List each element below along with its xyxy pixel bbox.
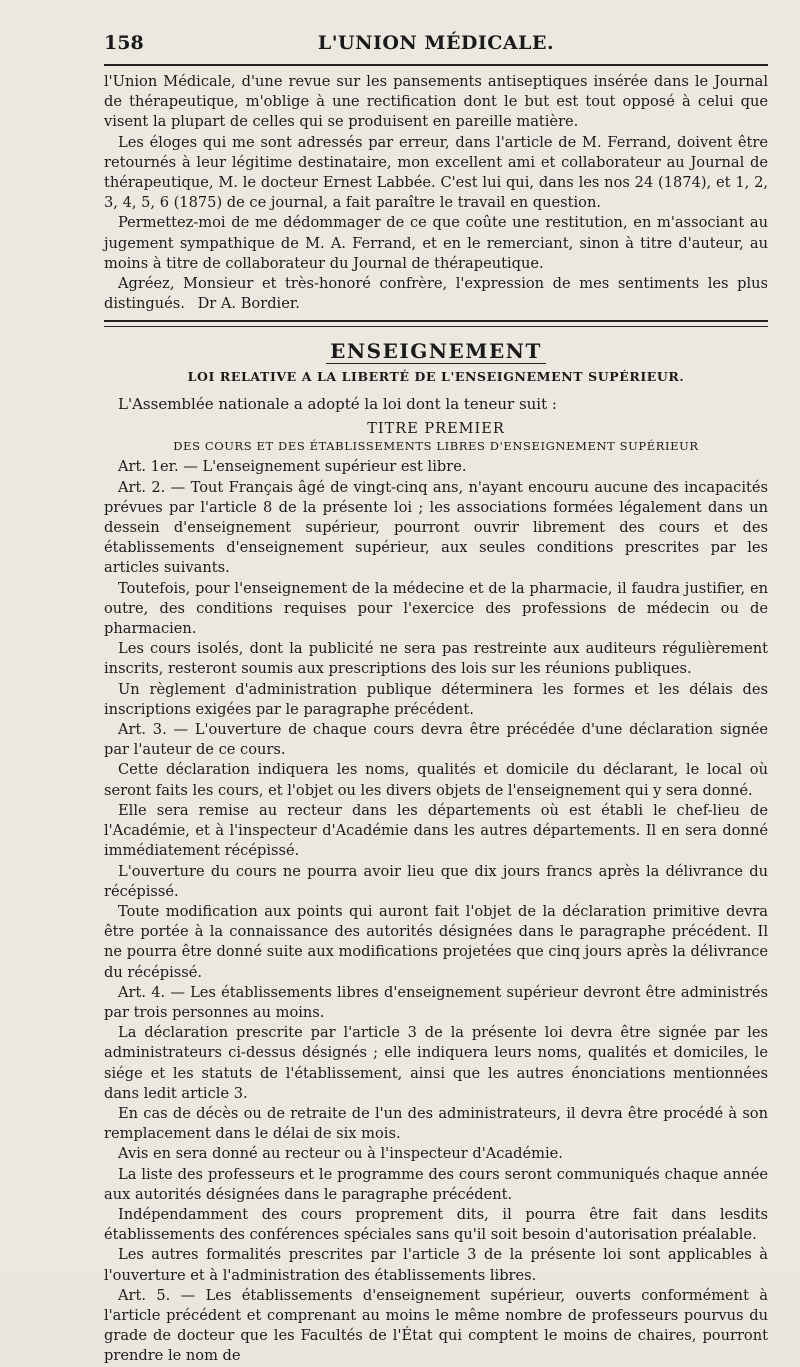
article-paragraph: Art. 3. — L'ouverture de chaque cours devra être précédée d'une déclaration signée par l'auteur de ce cours.	[104, 721, 768, 759]
article-paragraph: Indépendamment des cours proprement dits, il pourra être fait dans lesdits établissements des conférences spéciales sans qu'il soit besoin d'autorisation préalable.	[104, 1205, 768, 1244]
journal-title: L'UNION MÉDICALE.	[317, 32, 555, 54]
letter-closing-text: Agréez, Monsieur et très-honoré confrère, l'expression de mes sentiments les plus distingués.	[104, 275, 768, 313]
article-paragraph: Avis en sera donné au recteur ou à l'inspecteur d'Académie.	[118, 1145, 563, 1163]
letter-paragraph: l'Union Médicale, d'une revue sur les pansements antiseptiques insérée dans le Journal de thérapeutique, m'oblige à une rectification dont le but est tout opposé à celui que visent la plupart de celles qui se produisent en pareille matière.	[104, 73, 768, 131]
page-header	[104, 30, 768, 66]
article-paragraph: L'ouverture du cours ne pourra avoir lieu que dix jours francs après la délivrance du récépissé.	[104, 862, 768, 900]
article-paragraph: Les cours isolés, dont la publicité ne sera pas restreinte aux auditeurs régulièrement inscrits, resteront soumis aux prescriptions des lois sur les réunions publiques.	[104, 640, 768, 678]
article-paragraph: Art. 1er. — L'enseignement supérieur est libre.	[118, 458, 467, 476]
article-paragraph: En cas de décès ou de retraite de l'un des administrateurs, il devra être procédé à son remplacement dans le délai de six mois.	[104, 1104, 768, 1143]
titre-heading: TITRE PREMIER	[367, 421, 505, 438]
section-divider	[104, 320, 768, 327]
article-paragraph: Art. 5. — Les établissements d'enseignement supérieur, ouverts conformément à l'article précédent et comprenant au moins le même nombre de professeurs pourvus du grade de docteur que les Facultés de l'État qui comptent le moins de chaires, pourront prendre le nom de	[104, 1286, 768, 1365]
letter-paragraph: Les éloges qui me sont adressés par erreur, dans l'article de M. Ferrand, doivent être retournés à leur légitime destinataire, mon excellent ami et collaborateur au Journal de thérapeutique, M. le docteur Ernest Labbée. C'est lui qui, dans les nos 24 (1874), et 1, 2, 3, 4, 5, 6 (1875) de ce journal, a fait paraître le travail en question.	[104, 133, 768, 212]
letter-paragraph: Permettez-moi de me dédommager de ce que coûte une restitution, en m'associant au jugement sympathique de M. A. Ferrand, et en le remerciant, sinon à titre d'auteur, au moins à titre de collaborateur du Journal de thérapeutique.	[104, 214, 768, 272]
section-title	[104, 339, 768, 363]
law-intro: L'Assemblée nationale a adopté la loi dont la teneur suit :	[118, 395, 557, 414]
titre-subtitle: DES COURS ET DES ÉTABLISSEMENTS LIBRES D'ENSEIGNEMENT SUPÉRIEUR	[173, 439, 699, 454]
letter-signature: Dr A. Bordier.	[197, 295, 300, 313]
article-paragraph: La liste des professeurs et le programme des cours seront communiqués chaque année aux autorités désignées dans le paragraphe précédent.	[104, 1165, 768, 1203]
article-paragraph: Cette déclaration indiquera les noms, qualités et domicile du déclarant, le local où seront faits les cours, et l'objet ou les divers objets de l'enseignement qui y sera donné.	[104, 761, 768, 799]
letter-closing	[104, 274, 768, 314]
article-paragraph: Elle sera remise au recteur dans les départements où est établi le chef-lieu de l'Académie, et à l'inspecteur d'Académie dans les autres départements. Il en sera donné immédiatement récépissé.	[104, 801, 768, 860]
article-paragraph: Un règlement d'administration publique déterminera les formes et les délais des inscriptions exigées par le paragraphe précédent.	[104, 680, 768, 718]
article-paragraph: Les autres formalités prescrites par l'article 3 de la présente loi sont applicables à l'ouverture et à l'administration des établissements libres.	[104, 1246, 768, 1284]
article-paragraph: Toute modification aux points qui auront fait l'objet de la déclaration primitive devra être portée à la connaissance des autorités désignées dans le paragraphe précédent. Il ne pourra être donné suite aux modifications projetées que cinq jours après la délivrance du récépissé.	[104, 902, 768, 981]
article-paragraph: Art. 4. — Les établissements libres d'enseignement supérieur devront être administrés par trois personnes au moins.	[104, 983, 768, 1021]
article-paragraph: Toutefois, pour l'enseignement de la médecine et de la pharmacie, il faudra justifier, en outre, des conditions requises pour l'exercice des professions de médecin ou de pharmacien.	[104, 579, 768, 638]
article-paragraph: Art. 2. — Tout Français âgé de vingt-cinq ans, n'ayant encouru aucune des incapacités prévues par l'article 8 de la présente loi ; les associations formées légalement dans un dessein d'enseignement supérieur, pourront ouvrir librement des cours et des établissements d'enseignement supérieur, aux seules conditions prescrites par les articles suivants.	[104, 478, 768, 577]
page-content	[104, 30, 768, 1367]
law-title: LOI RELATIVE A LA LIBERTÉ DE L'ENSEIGNEMENT SUPÉRIEUR.	[187, 369, 685, 385]
article-paragraph: La déclaration prescrite par l'article 3 de la présente loi devra être signée par les administrateurs ci-dessus désignés ; elle indiquera leurs noms, qualités et domiciles, le siége et les statuts de l'établissement, ainsi que les autres énonciations mentionnées dans ledit article 3.	[104, 1024, 768, 1102]
section-title-text: ENSEIGNEMENT	[326, 339, 546, 364]
page-number: 158	[104, 32, 144, 54]
